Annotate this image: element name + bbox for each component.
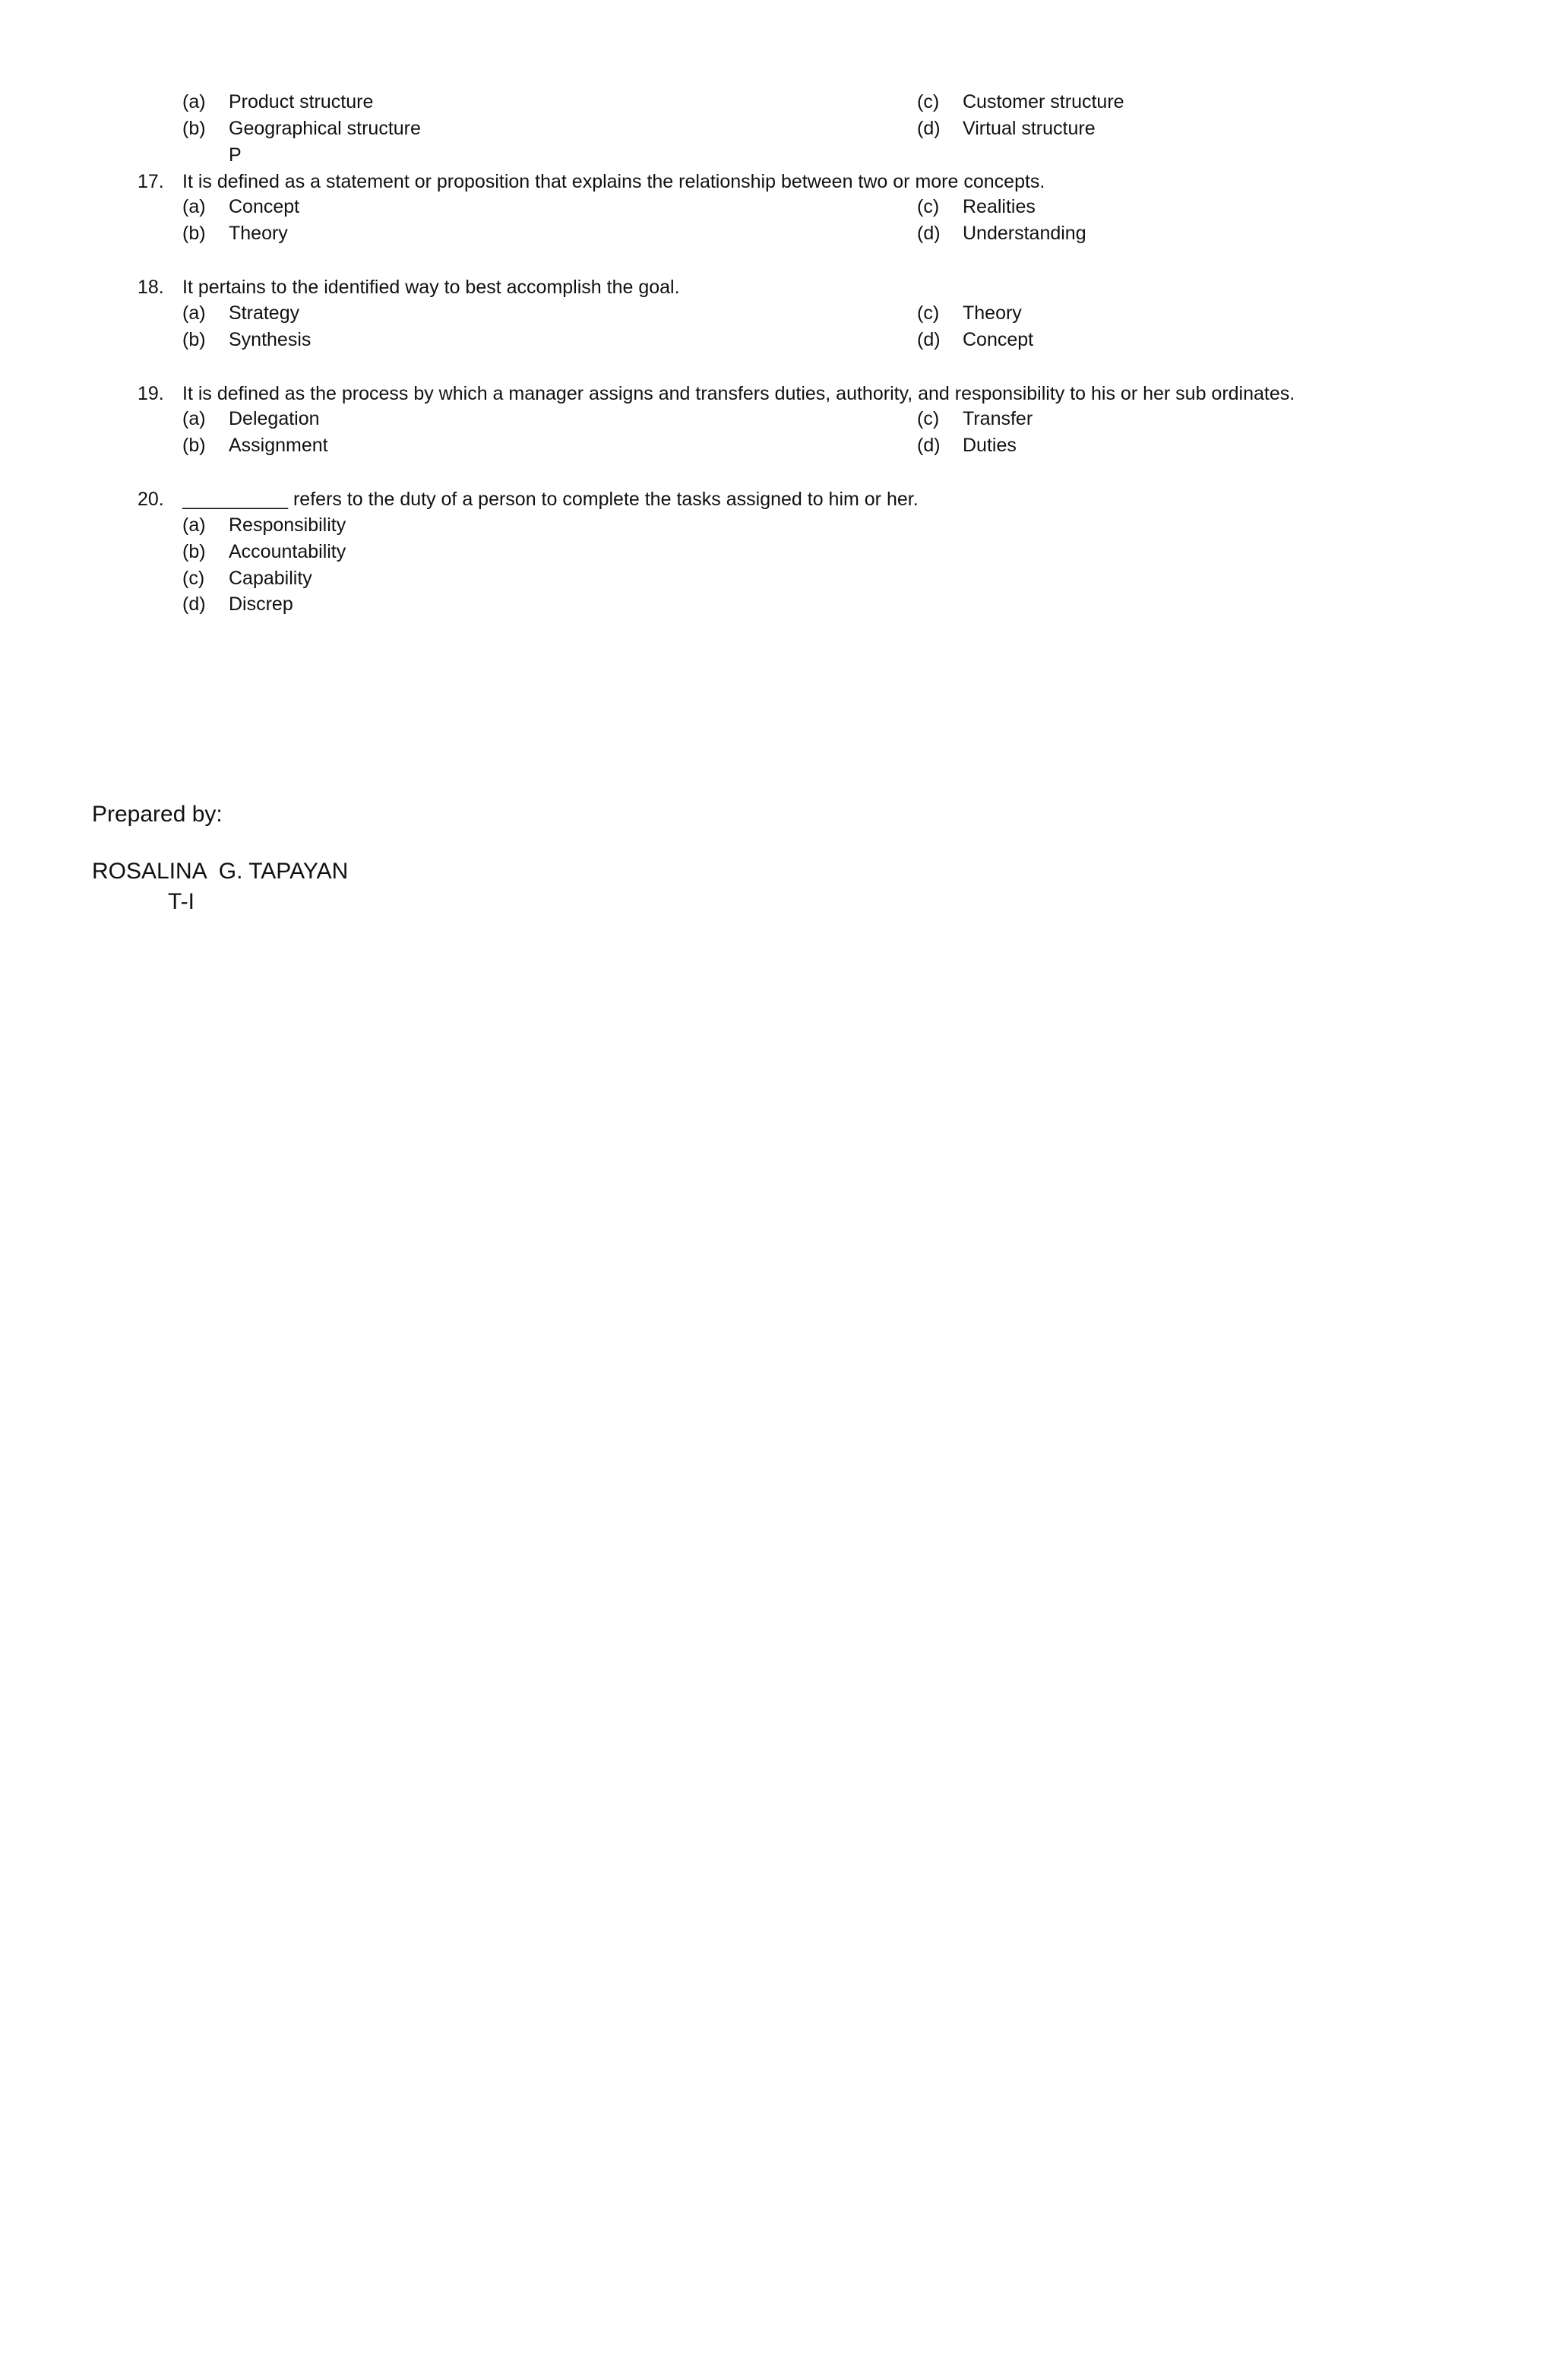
option-text: Theory: [963, 302, 1022, 324]
question-number: 20.: [138, 489, 164, 510]
option-letter: (a): [182, 514, 206, 536]
option-letter: (d): [917, 223, 941, 244]
option-letter: (d): [917, 329, 941, 350]
option-text: Geographical structure: [229, 118, 421, 139]
option-letter: (b): [182, 118, 206, 139]
option-text: Concept: [963, 329, 1034, 350]
option-text: Virtual structure: [963, 118, 1096, 139]
option-letter: (c): [917, 302, 940, 324]
option-letter: (b): [182, 541, 206, 562]
preparer-title: T-I: [168, 889, 194, 914]
question-text: It is defined as the process by which a manager assigns and transfers duties, authority, and responsibility to his or her sub ordinates.: [182, 383, 1295, 404]
question-number: 18.: [138, 277, 164, 298]
option-text: Product structure: [229, 91, 374, 112]
question-number: 19.: [138, 383, 164, 404]
option-text: Responsibility: [229, 514, 346, 536]
stray-text: P: [229, 144, 242, 166]
option-text: Customer structure: [963, 91, 1124, 112]
option-letter: (c): [182, 568, 205, 589]
option-text: Accountability: [229, 541, 346, 562]
option-letter: (d): [917, 435, 941, 456]
option-text: Theory: [229, 223, 288, 244]
option-text: Duties: [963, 435, 1017, 456]
option-text: Delegation: [229, 408, 320, 429]
option-letter: (c): [917, 91, 940, 112]
option-text: Strategy: [229, 302, 300, 324]
question-text: It pertains to the identified way to best accomplish the goal.: [182, 277, 680, 298]
option-letter: (d): [917, 118, 941, 139]
option-text: Concept: [229, 196, 300, 217]
option-text: Synthesis: [229, 329, 312, 350]
option-letter: (a): [182, 302, 206, 324]
option-letter: (a): [182, 408, 206, 429]
option-letter: (c): [917, 196, 940, 217]
option-letter: (a): [182, 91, 206, 112]
option-text: Realities: [963, 196, 1036, 217]
option-text: Transfer: [963, 408, 1033, 429]
question-text: __________ refers to the duty of a person to complete the tasks assigned to him or her.: [182, 489, 919, 510]
option-text: Capability: [229, 568, 312, 589]
question-text: It is defined as a statement or proposition that explains the relationship between two or more concepts.: [182, 171, 1045, 192]
option-letter: (c): [917, 408, 940, 429]
option-text: Discrep: [229, 593, 293, 615]
option-letter: (b): [182, 435, 206, 456]
option-text: Understanding: [963, 223, 1086, 244]
question-number: 17.: [138, 171, 164, 192]
option-letter: (d): [182, 593, 206, 615]
preparer-name: ROSALINA G. TAPAYAN: [92, 859, 349, 884]
option-letter: (b): [182, 223, 206, 244]
option-letter: (a): [182, 196, 206, 217]
option-text: Assignment: [229, 435, 328, 456]
prepared-by-label: Prepared by:: [92, 802, 223, 827]
option-letter: (b): [182, 329, 206, 350]
